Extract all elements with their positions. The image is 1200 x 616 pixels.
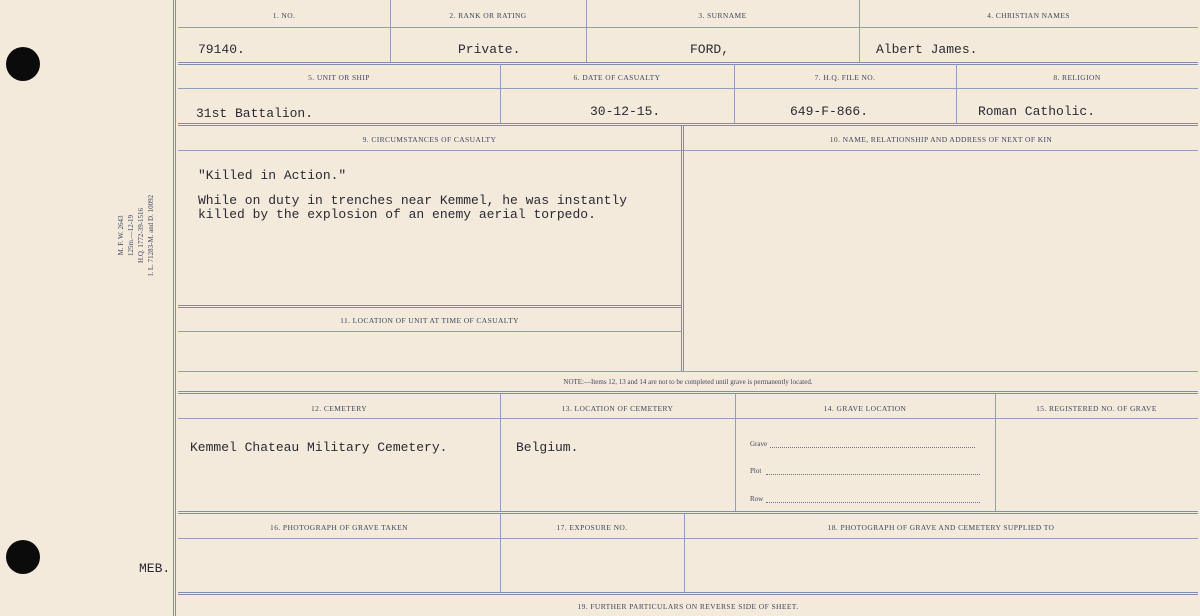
header-rank: 2. RANK OR RATING <box>449 11 527 20</box>
value-circumstances-line1: While on duty in trenches near Kemmel, he was instantly <box>198 193 628 208</box>
value-surname: FORD, <box>690 42 730 57</box>
value-christian-names: Albert James. <box>876 42 978 57</box>
header-grave-location: 14. GRAVE LOCATION <box>823 404 907 413</box>
header-location-unit: 11. LOCATION OF UNIT AT TIME OF CASUALTY <box>340 316 519 325</box>
value-circumstances-title: "Killed in Action." <box>198 168 347 183</box>
row-label: Row <box>750 495 764 503</box>
left-margin-rule <box>173 0 176 616</box>
header-date-casualty: 6. DATE OF CASUALTY <box>573 73 661 82</box>
value-rank: Private. <box>458 42 521 57</box>
grave-label: Grave <box>750 440 768 448</box>
value-date-casualty: 30-12-15. <box>590 104 661 119</box>
plot-label: Plot <box>750 467 762 475</box>
header-hq-file: 7. H.Q. FILE NO. <box>814 73 876 82</box>
punch-hole-top <box>6 47 40 81</box>
header-circumstances: 9. CIRCUMSTANCES OF CASUALTY <box>362 135 497 144</box>
note-text: NOTE:—Items 12, 13 and 14 are not to be completed until grave is permanently located. <box>563 378 813 386</box>
header-no: 1. NO. <box>272 11 296 20</box>
header-cemetery: 12. CEMETERY <box>310 404 368 413</box>
value-unit: 31st Battalion. <box>196 106 314 121</box>
value-no: 79140. <box>198 42 245 57</box>
header-unit: 5. UNIT OR SHIP <box>308 73 370 82</box>
header-location-cemetery: 13. LOCATION OF CEMETERY <box>561 404 674 413</box>
header-registered-no: 15. REGISTERED NO. OF GRAVE <box>1036 404 1157 413</box>
value-religion: Roman Catholic. <box>978 104 1096 119</box>
value-cemetery: Kemmel Chateau Military Cemetery. <box>190 440 448 455</box>
value-circumstances-line2: killed by the explosion of an enemy aerial torpedo. <box>198 207 596 222</box>
value-location-cemetery: Belgium. <box>516 440 579 455</box>
header-religion: 8. RELIGION <box>1053 73 1101 82</box>
side-print: M. F. W. 2643 125m.—12-19 H.Q. 1772-39-1516 I. L. 71283-M. and D. 10092 <box>117 194 155 276</box>
header-exposure-no: 17. EXPOSURE NO. <box>556 523 628 532</box>
clerk-initials: MEB. <box>139 561 171 576</box>
header-surname: 3. SURNAME <box>698 11 747 20</box>
header-christian-names: 4. CHRISTIAN NAMES <box>987 11 1070 20</box>
header-photo-taken: 16. PHOTOGRAPH OF GRAVE TAKEN <box>270 523 408 532</box>
header-next-of-kin: 10. NAME, RELATIONSHIP AND ADDRESS OF NEXT OF KIN <box>829 135 1053 144</box>
value-hq-file: 649-F-866. <box>790 104 869 119</box>
punch-hole-bottom <box>6 540 40 574</box>
header-photo-supplied: 18. PHOTOGRAPH OF GRAVE AND CEMETERY SUPPLIED TO <box>827 523 1055 532</box>
header-further: 19. FURTHER PARTICULARS ON REVERSE SIDE OF SHEET. <box>577 602 799 611</box>
